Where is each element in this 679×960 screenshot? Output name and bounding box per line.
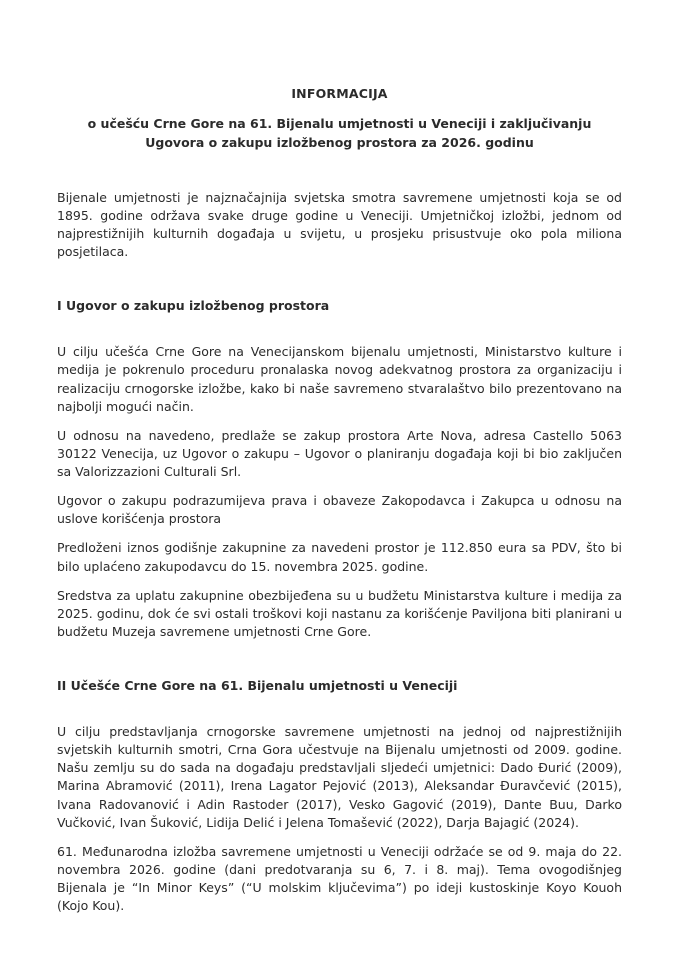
paragraph: U cilju učešća Crne Gore na Venecijanskom bijenalu umjetnosti, Ministarstvo kulture i medija je pokrenulo proceduru pronalaska novog adekvatnog prostora za organizaciju i realizaciju crnogorske izložbe, kako bi naše savremeno stvaralaštvo bilo prezentovano na najbolji mogući način.	[57, 344, 622, 414]
section-lease-contract	[57, 298, 622, 641]
section-heading-1: I Ugovor o zakupu izložbenog prostora	[57, 298, 330, 314]
paragraph: Sredstva za uplatu zakupnine obezbijeđena su u budžetu Ministarstva kulture i medija za 2025. godinu, dok će svi ostali troškovi koji nastanu za korišćenje Paviljona biti planirani u budžetu Muzeja savremene umjetnosti Crne Gore.	[57, 587, 622, 639]
intro-paragraph: Bijenale umjetnosti je najznačajnija svjetska smotra savremene umjetnosti koja se od 1895. godine održava svake druge godine u Veneciji. Umjetničkoj izložbi, jednom od najprestižnijih kulturnih događaja u svijetu, u prosjeku prisustvuje oko pola miliona posjetilaca.	[57, 189, 622, 260]
section-biennale-participation	[57, 678, 622, 915]
paragraph: Predloženi iznos godišnje zakupnine za navedeni prostor je 112.850 eura sa PDV, što bi bilo uplaćeno zakupodavcu do 15. novembra 2025. godine.	[57, 540, 622, 574]
paragraph: U cilju predstavljanja crnogorske savremene umjetnosti na jednoj od najprestižnijih svjetskih kulturnih smotri, Crna Gora učestvuje na Bijenalu umjetnosti od 2009. godine. Našu zemlju su do sada na događaju predstavljali sljedeći umjetnici: Dado Đurić (2009), Marina Abramović (2011), Irena Lagator Pejović (2013), Aleksandar Đuravčević (2015), Ivana Radovanović i Adin Rastoder (2017), Vesko Gagović (2019), Dante Buu, Darko Vučković, Ivan Šuković, Lidija Delić i Jelena Tomašević (2022), Darja Bajagić (2024).	[57, 724, 622, 830]
section-heading-2: II Učešće Crne Gore na 61. Bijenalu umjetnosti u Veneciji	[57, 678, 458, 693]
paragraph: U odnosu na navedeno, predlaže se zakup prostora Arte Nova, adresa Castello 5063 30122 Venecija, uz Ugovor o zakupu – Ugovor o planiranju događaja koji bi bio zaključen sa Valorizzazioni Culturali Srl.	[57, 427, 622, 479]
document-subtitle: o učešću Crne Gore na 61. Bijenalu umjetnosti u Veneciji i zaključivanju Ugovora o zakupu izložbenog prostora za 2026. godinu	[87, 116, 592, 151]
document-title: INFORMACIJA	[291, 86, 388, 101]
paragraph: 61. Međunarodna izložba savremene umjetnosti u Veneciji održaće se od 9. maja do 22. novembra 2026. godine (dani predotvaranja su 6, 7. i 8. maj). Tema ovogodišnjeg Bijenala je “In Minor Keys” (“U molskim ključevima”) po ideji kustoskinje Koyo Kouoh (Kojo Kou).	[57, 843, 622, 914]
paragraph: Ugovor o zakupu podrazumijeva prava i obaveze Zakopodavca i Zakupca u odnosu na uslove korišćenja prostora	[57, 493, 622, 527]
